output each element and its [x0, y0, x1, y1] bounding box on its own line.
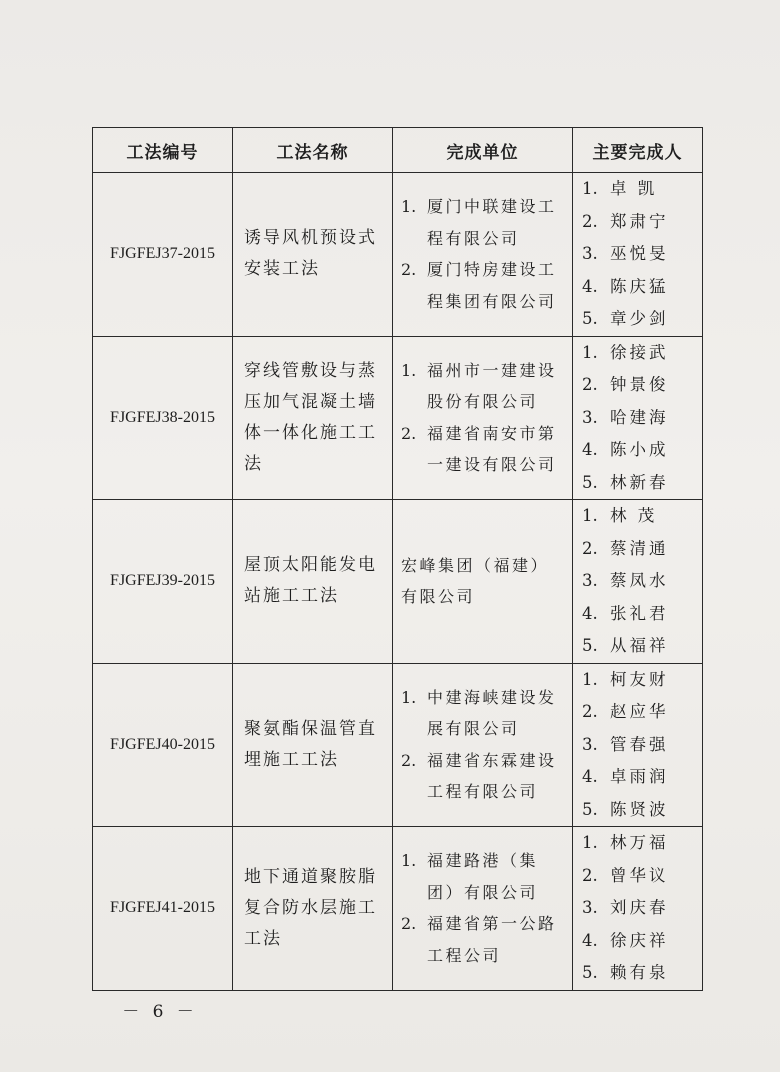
person-item [582, 565, 698, 598]
main-persons-cell [573, 827, 703, 991]
person-name: 刘庆春 [610, 898, 669, 917]
person-item [582, 957, 698, 990]
unit-name: 福建省第一公路工程公司 [427, 914, 557, 965]
person-item [582, 369, 698, 402]
person-item [582, 533, 698, 566]
main-persons-cell [573, 663, 703, 827]
person-name: 林 茂 [610, 506, 658, 525]
person-number: 1. [582, 833, 598, 852]
person-number: 5. [582, 799, 598, 819]
person-number: 3. [582, 407, 598, 427]
person-item [582, 761, 698, 794]
person-name: 管春强 [610, 734, 669, 754]
person-item [582, 892, 698, 925]
person-item [582, 630, 698, 663]
person-item [582, 696, 698, 729]
unit-number: 2. [401, 260, 417, 280]
unit-item [401, 745, 566, 808]
person-number: 2. [582, 538, 598, 558]
unit-number: 1. [401, 687, 417, 707]
construction-method-table [92, 127, 703, 991]
unit-number: 1. [401, 851, 417, 871]
method-name-cell: 诱导风机预设式安装工法 [233, 173, 393, 337]
person-name: 陈庆猛 [610, 276, 669, 296]
person-number: 5. [582, 636, 598, 655]
person-name: 林万福 [610, 833, 669, 852]
person-item [582, 271, 698, 304]
header-method-name: 工法名称 [233, 128, 393, 173]
unit-name: 宏峰集团（福建）有限公司 [401, 555, 550, 607]
method-name-cell: 穿线管敷设与蒸压加气混凝土墙体一体化施工工法 [233, 336, 393, 500]
person-name: 卓雨润 [610, 767, 669, 786]
unit-item [401, 908, 566, 971]
person-name: 巫悦旻 [610, 244, 669, 263]
person-item [582, 303, 698, 336]
person-number: 3. [582, 734, 598, 754]
person-number: 2. [582, 865, 598, 885]
unit-name: 福州市一建建设股份有限公司 [427, 360, 557, 412]
person-item [582, 598, 698, 631]
person-name: 徐接武 [610, 342, 669, 362]
table-row [93, 827, 703, 991]
method-name-cell: 聚氨酯保温管直埋施工工法 [233, 663, 393, 827]
table-row [93, 173, 703, 337]
person-name: 徐庆祥 [610, 930, 669, 950]
person-name: 蔡清通 [610, 538, 669, 558]
person-name: 卓 凯 [610, 179, 658, 198]
method-code-cell: FJGFEJ38-2015 [93, 336, 233, 500]
person-item [582, 500, 698, 533]
page-number: － 6 － [122, 1002, 198, 1022]
person-item [582, 827, 698, 860]
table-header-row [93, 128, 703, 173]
person-name: 赖有泉 [610, 963, 669, 982]
person-item [582, 434, 698, 467]
table-body [93, 173, 703, 991]
unit-name: 厦门特房建设工程集团有限公司 [427, 260, 557, 311]
person-name: 赵应华 [610, 702, 669, 721]
person-number: 1. [582, 342, 598, 362]
method-name-cell: 地下通道聚胺脂复合防水层施工工法 [233, 827, 393, 991]
person-number: 5. [582, 472, 598, 492]
unit-name: 福建省东霖建设工程有限公司 [427, 750, 557, 802]
unit-name: 厦门中联建设工程有限公司 [427, 197, 557, 248]
person-number: 2. [582, 211, 598, 231]
method-code-cell: FJGFEJ39-2015 [93, 500, 233, 664]
unit-number: 1. [401, 197, 417, 217]
person-item [582, 664, 698, 697]
unit-name: 福建省南安市第一建设有限公司 [427, 423, 557, 475]
unit-item [401, 682, 566, 745]
main-persons-cell [573, 500, 703, 664]
method-code-cell: FJGFEJ40-2015 [93, 663, 233, 827]
unit-item [401, 191, 566, 254]
completing-unit-cell [393, 827, 573, 991]
person-name: 柯友财 [610, 669, 669, 689]
unit-item [401, 355, 566, 418]
person-name: 从福祥 [610, 636, 669, 655]
person-name: 郑肃宁 [610, 211, 669, 231]
person-item [582, 173, 698, 206]
method-code-cell: FJGFEJ37-2015 [93, 173, 233, 337]
person-number: 3. [582, 244, 598, 263]
person-name: 陈贤波 [610, 799, 669, 819]
unit-number: 1. [401, 360, 417, 380]
person-number: 3. [582, 898, 598, 917]
person-number: 1. [582, 506, 598, 525]
completing-unit-cell [393, 500, 573, 664]
table-row [93, 336, 703, 500]
person-name: 张礼君 [610, 603, 669, 623]
person-number: 2. [582, 702, 598, 721]
table-row [93, 663, 703, 827]
header-code: 工法编号 [93, 128, 233, 173]
person-item [582, 794, 698, 827]
unit-item [401, 550, 566, 613]
method-name-cell: 屋顶太阳能发电站施工工法 [233, 500, 393, 664]
person-number: 4. [582, 767, 598, 786]
person-number: 1. [582, 179, 598, 198]
person-item [582, 860, 698, 893]
unit-item [401, 254, 566, 317]
header-main-persons: 主要完成人 [573, 128, 703, 173]
unit-number: 2. [401, 423, 417, 443]
person-name: 蔡凤水 [610, 571, 669, 590]
person-item [582, 238, 698, 271]
person-number: 4. [582, 440, 598, 459]
unit-number: 2. [401, 914, 417, 934]
unit-number: 2. [401, 750, 417, 770]
person-name: 陈小成 [610, 440, 669, 459]
person-number: 4. [582, 930, 598, 950]
header-completing-unit: 完成单位 [393, 128, 573, 173]
completing-unit-cell [393, 336, 573, 500]
person-item [582, 925, 698, 958]
person-number: 2. [582, 375, 598, 394]
person-name: 章少剑 [610, 309, 669, 328]
unit-item [401, 418, 566, 481]
person-number: 4. [582, 603, 598, 623]
person-number: 3. [582, 571, 598, 590]
completing-unit-cell [393, 663, 573, 827]
person-name: 钟景俊 [610, 375, 669, 394]
main-persons-cell [573, 336, 703, 500]
person-number: 5. [582, 963, 598, 982]
main-persons-cell [573, 173, 703, 337]
person-number: 1. [582, 669, 598, 689]
unit-name: 中建海峡建设发展有限公司 [427, 687, 557, 739]
person-name: 林新春 [610, 472, 669, 492]
person-item [582, 206, 698, 239]
unit-name: 福建路港（集团）有限公司 [427, 851, 539, 902]
unit-item [401, 845, 566, 908]
table-row [93, 500, 703, 664]
person-number: 5. [582, 309, 598, 328]
person-name: 曾华议 [610, 865, 669, 885]
person-item [582, 337, 698, 370]
completing-unit-cell [393, 173, 573, 337]
person-name: 哈建海 [610, 407, 669, 427]
person-item [582, 729, 698, 762]
person-item [582, 467, 698, 500]
person-number: 4. [582, 276, 598, 296]
person-item [582, 402, 698, 435]
method-code-cell: FJGFEJ41-2015 [93, 827, 233, 991]
